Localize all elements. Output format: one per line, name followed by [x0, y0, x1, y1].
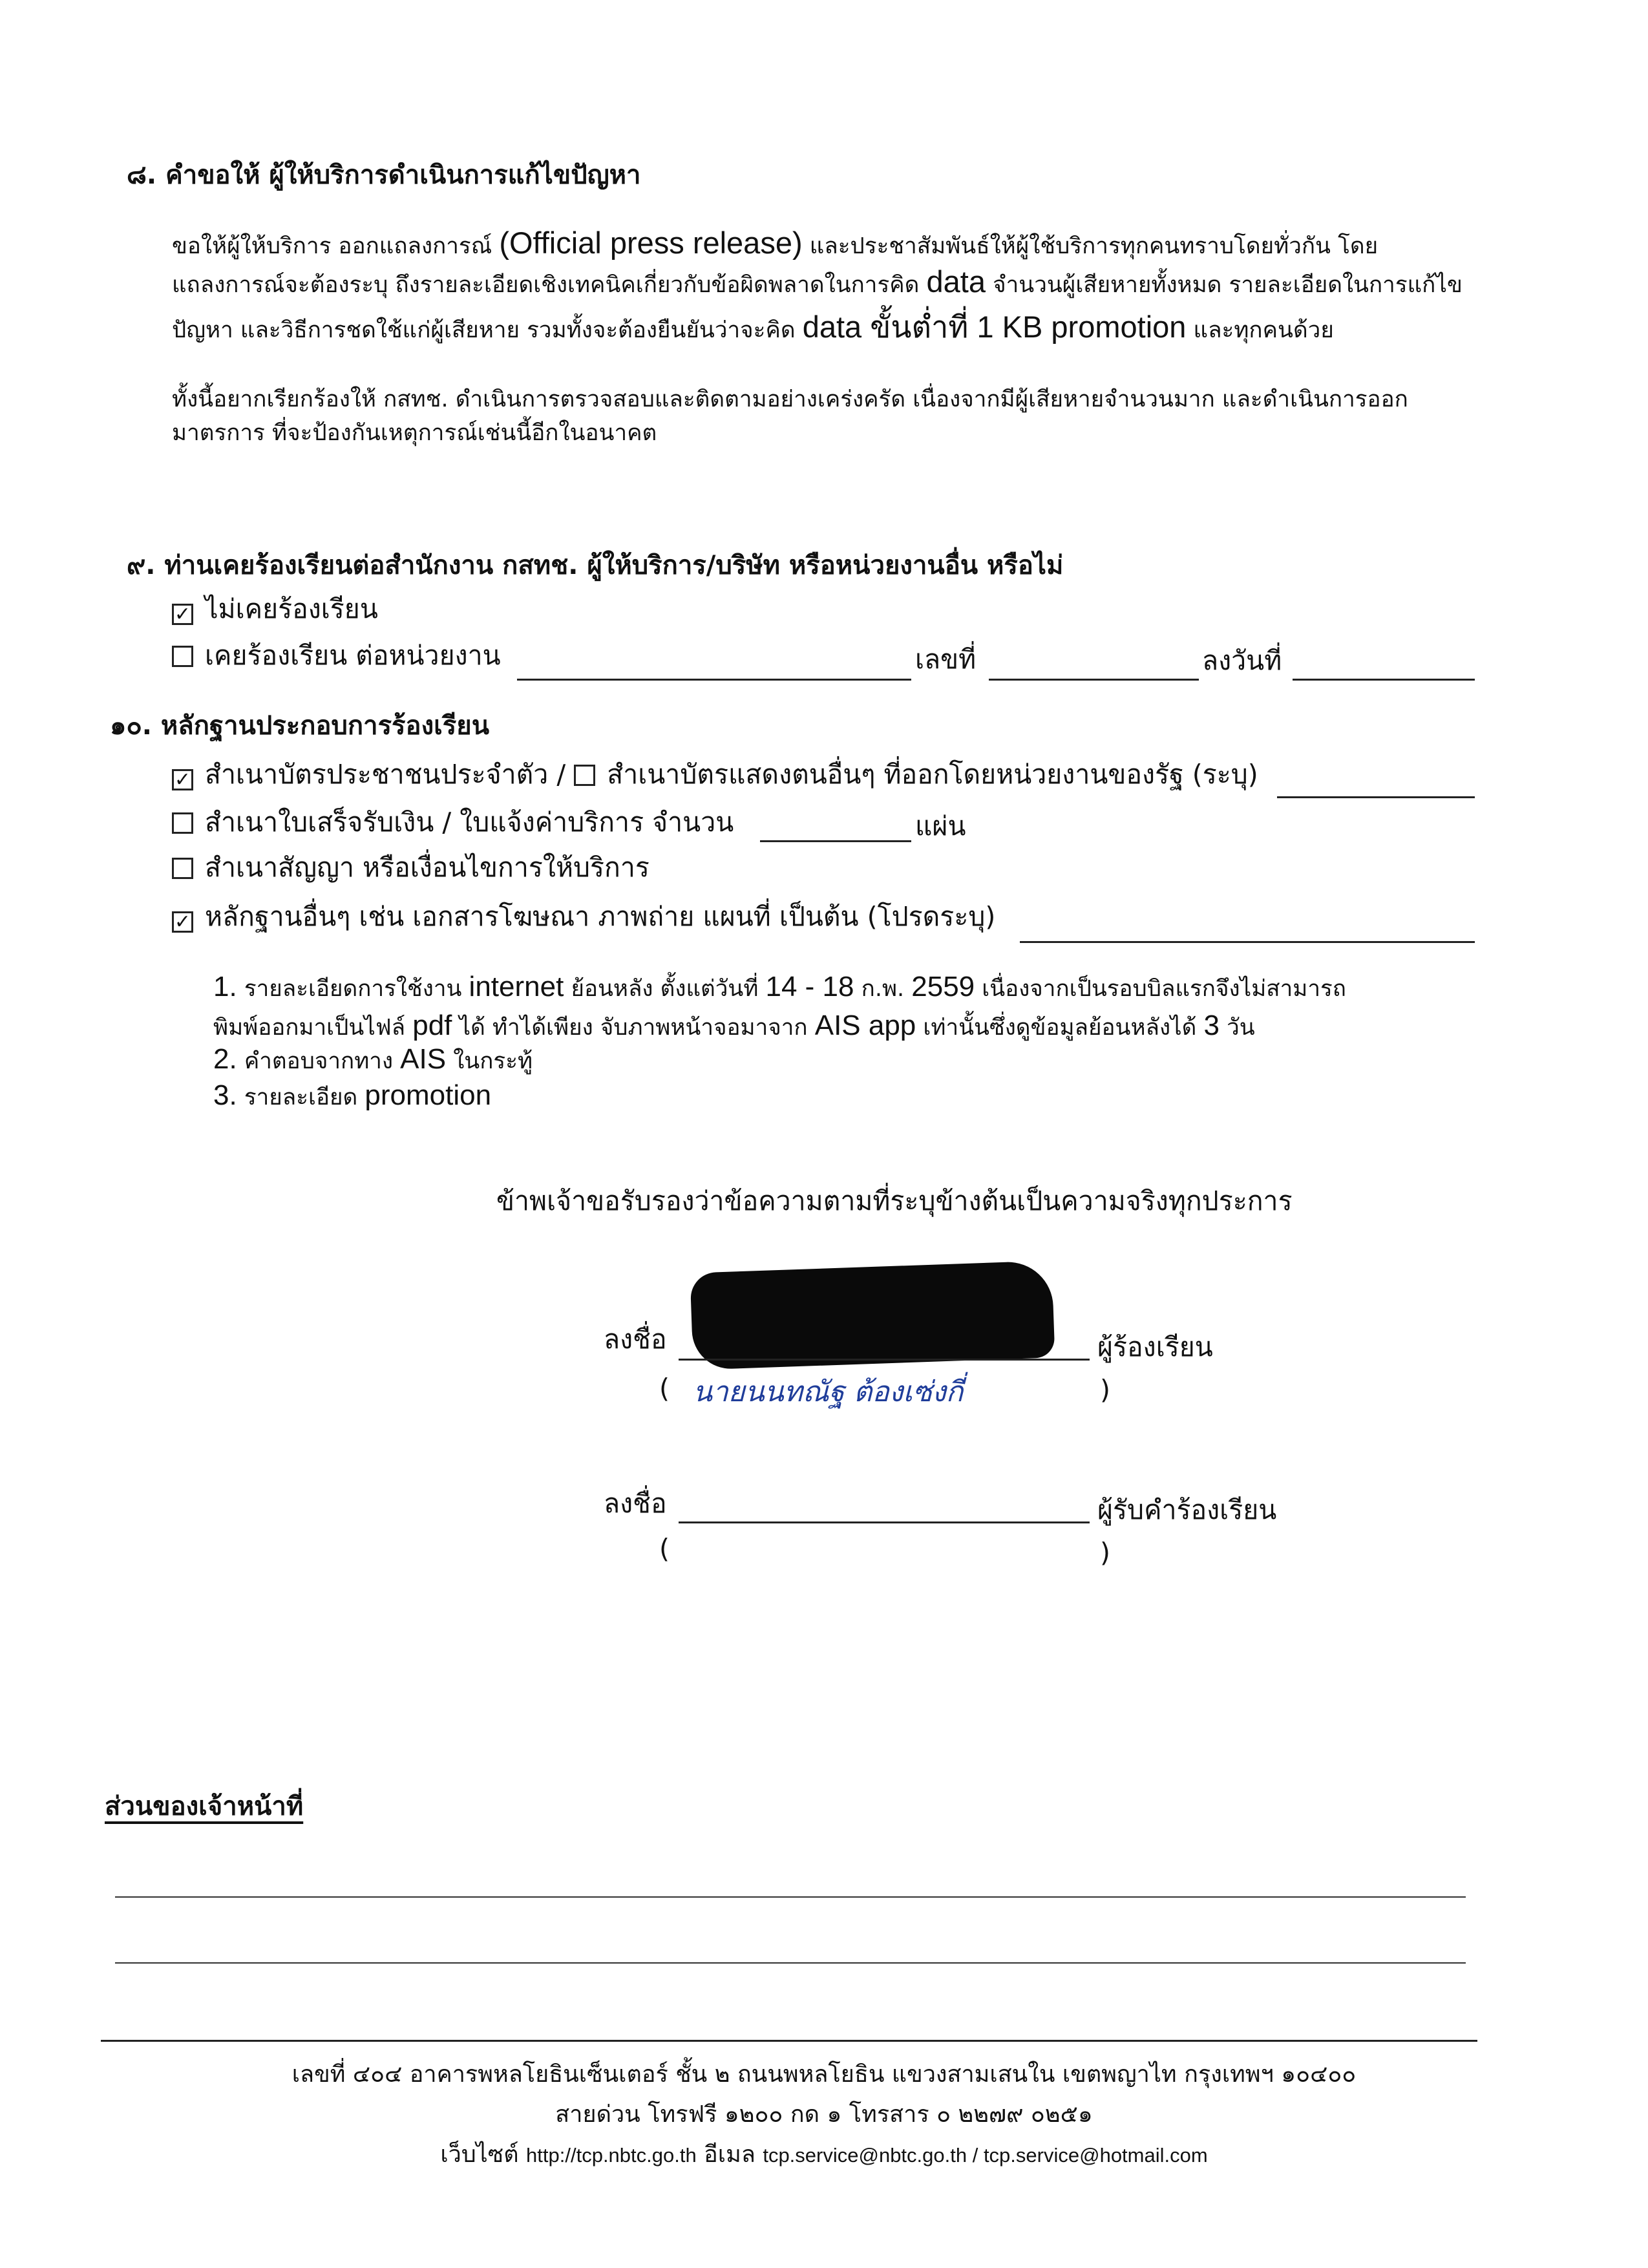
- checkbox-checked[interactable]: ✓: [172, 769, 193, 790]
- evidence-note-1-line-2: [213, 1010, 1255, 1045]
- option-label: หลักฐานอื่นๆ เช่น เอกสารโฆษณา ภาพถ่าย แผนที่ เป็นต้น (โปรดระบุ): [205, 901, 996, 932]
- section-8-paragraph-2-line-1: ทั้งนี้อยากเรียกร้องให้ กสทช. ดำเนินการตรวจสอบและติดตามอย่างเคร่งครัด เนื่องจากมีผู้เสียหายจำนวนมาก และดำเนินการออก: [172, 387, 1408, 412]
- redacted-signature: [690, 1260, 1055, 1370]
- text-latin: AIS app: [814, 1010, 916, 1041]
- checkbox-unchecked[interactable]: [172, 858, 193, 879]
- text: รายละเอียด: [237, 1085, 365, 1110]
- text: แถลงการณ์จะต้องระบุ ถึงรายละเอียดเชิงเทคนิคเกี่ยวกับข้อผิดพลาดในการคิด: [172, 272, 927, 298]
- section-8-paragraph-line-2: [172, 264, 1463, 302]
- text: ปัญหา และวิธีการชดใช้แก่ผู้เสียหาย รวมทั้งจะต้องยืนยันว่าจะคิด: [172, 317, 803, 343]
- date-blank-line[interactable]: [1293, 679, 1475, 681]
- text-latin: 3: [1203, 1010, 1220, 1041]
- text: และทุกคนด้วย: [1186, 317, 1334, 343]
- text-latin: 2.: [213, 1043, 237, 1075]
- signature-label-complainant: ลงชื่อ: [604, 1324, 667, 1355]
- section-10-heading: ๑๐. หลักฐานประกอบการร้องเรียน: [110, 711, 490, 741]
- option-label: ไม่เคยร้องเรียน: [205, 593, 378, 624]
- text-latin: AIS: [400, 1043, 447, 1075]
- option-label: สำเนาบัตรแสดงตนอื่นๆ ที่ออกโดยหน่วยงานของรัฐ (ระบุ): [607, 759, 1258, 790]
- evidence-note-1-line-1: [213, 971, 1346, 1006]
- checkbox-unchecked[interactable]: [172, 812, 193, 834]
- officer-note-line-1[interactable]: [115, 1896, 1466, 1898]
- option-label: สำเนาใบเสร็จรับเงิน / ใบแจ้งค่าบริการ จำนวน: [205, 807, 734, 838]
- text: รายละเอียดการใช้งาน: [237, 976, 469, 1002]
- section-8-paragraph-line-1: [172, 225, 1378, 264]
- text-latin: 2559: [911, 971, 975, 1002]
- text-latin: 14 - 18: [765, 971, 854, 1002]
- section-9-heading: ๙. ท่านเคยร้องเรียนต่อสำนักงาน กสทช. ผู้ให้บริการ/บริษัท หรือหน่วยงานอื่น หรือไม่: [127, 551, 1064, 580]
- evidence-id-card[interactable]: [172, 754, 1258, 796]
- text: ในกระทู้: [446, 1048, 533, 1074]
- option-label: สำเนาบัตรประชาชนประจำตัว /: [205, 759, 575, 790]
- text: คำตอบจากทาง: [237, 1048, 401, 1074]
- number-label: เลขที่: [915, 644, 977, 675]
- text-latin: 3.: [213, 1079, 237, 1111]
- option-never-complained[interactable]: [172, 588, 378, 630]
- section-8-heading: ๘. คำขอให้ ผู้ให้บริการดำเนินการแก้ไขปัญหา: [127, 160, 641, 190]
- text-latin: promotion: [364, 1079, 492, 1111]
- checkbox-unchecked[interactable]: [172, 646, 193, 667]
- website-label: เว็บไซต์: [440, 2141, 527, 2168]
- checkbox-unchecked[interactable]: [574, 765, 595, 786]
- text: ขอให้ผู้ให้บริการ ออกแถลงการณ์: [172, 233, 500, 259]
- option-label: เคยร้องเรียน ต่อหน่วยงาน: [205, 640, 501, 671]
- checkbox-checked[interactable]: ✓: [172, 604, 193, 625]
- officer-section-heading: ส่วนของเจ้าหน้าที่: [105, 1792, 304, 1821]
- signature-label-receiver: ลงชื่อ: [604, 1488, 667, 1519]
- text-latin: 1.: [213, 971, 237, 1002]
- footer-hotline: สายด่วน โทรฟรี ๑๒๐๐ กด ๑ โทรสาร ๐ ๒๒๗๙ ๐๒๕๑: [555, 2101, 1093, 2128]
- receiver-close-paren: ): [1100, 1537, 1110, 1568]
- text-latin: data: [926, 264, 986, 299]
- text-latin: data ขั้นต่ำที่ 1 KB promotion: [802, 310, 1187, 344]
- section-8-paragraph-line-3: [172, 302, 1334, 351]
- evidence-receipt[interactable]: [172, 801, 734, 843]
- option-complained-before[interactable]: [172, 635, 501, 677]
- text-latin: internet: [469, 971, 564, 1002]
- sheets-label: แผ่น: [915, 811, 966, 842]
- text: เนื่องจากเป็นรอบบิลแรกจึงไม่สามารถ: [975, 976, 1346, 1002]
- text-latin: (Official press release): [499, 226, 803, 260]
- section-8-paragraph-2-line-2: มาตรการ ที่จะป้องกันเหตุการณ์เช่นนี้อีกในอนาคต: [172, 420, 657, 446]
- officer-note-line-2[interactable]: [115, 1962, 1466, 1964]
- evidence-note-3: [213, 1079, 491, 1115]
- email-label: อีเมล: [696, 2141, 763, 2168]
- other-evidence-blank-line[interactable]: [1020, 941, 1475, 943]
- text: และประชาสัมพันธ์ให้ผู้ใช้บริการทุกคนทราบโดยทั่วกัน โดย: [802, 233, 1379, 259]
- name-open-paren: (: [659, 1373, 670, 1404]
- footer-divider: [101, 2040, 1477, 2042]
- handwritten-name: นายนนทณัฐ ต้องเซ่งกี่: [693, 1375, 964, 1408]
- receiver-role: ผู้รับคำร้องเรียน: [1097, 1494, 1277, 1525]
- footer-contacts: [0, 2136, 1648, 2172]
- text: ย้อนหลัง ตั้งแต่วันที่: [564, 976, 766, 1002]
- website-link[interactable]: http://tcp.nbtc.go.th: [526, 2144, 697, 2167]
- receiver-open-paren: (: [659, 1533, 670, 1564]
- text: จำนวนผู้เสียหายทั้งหมด รายละเอียดในการแก้ไข: [986, 272, 1463, 298]
- checkbox-checked[interactable]: ✓: [172, 911, 193, 933]
- text-latin: pdf: [412, 1010, 452, 1041]
- text: พิมพ์ออกมาเป็นไฟล์: [213, 1015, 413, 1041]
- footer-address: เลขที่ ๔๐๔ อาคารพหลโยธินเซ็นเตอร์ ชั้น ๒ ถนนพหลโยธิน แขวงสามเสนใน เขตพญาไท กรุงเทพฯ ๑๐๔๐๐: [291, 2061, 1357, 2088]
- signature-line-receiver[interactable]: [679, 1521, 1090, 1523]
- certification-statement: ข้าพเจ้าขอรับรองว่าข้อความตามที่ระบุข้างต้นเป็นความจริงทุกประการ: [496, 1185, 1293, 1216]
- text: เท่านั้นซึ่งดูข้อมูลย้อนหลังได้: [916, 1015, 1204, 1041]
- email-link[interactable]: tcp.service@nbtc.go.th / tcp.service@hotmail.com: [763, 2144, 1208, 2167]
- option-label: สำเนาสัญญา หรือเงื่อนไขการให้บริการ: [205, 852, 650, 883]
- evidence-other[interactable]: [172, 896, 995, 938]
- other-id-blank-line[interactable]: [1277, 796, 1475, 798]
- signature-line-complainant[interactable]: [679, 1359, 1090, 1361]
- evidence-contract[interactable]: [172, 847, 650, 889]
- agency-blank-line[interactable]: [517, 679, 911, 681]
- date-label: ลงวันที่: [1202, 645, 1282, 676]
- sheets-blank-line[interactable]: [760, 840, 911, 842]
- name-close-paren: ): [1100, 1374, 1110, 1405]
- text: วัน: [1220, 1015, 1255, 1041]
- number-blank-line[interactable]: [989, 679, 1199, 681]
- evidence-note-2: [213, 1043, 533, 1079]
- complainant-role: ผู้ร้องเรียน: [1097, 1331, 1213, 1362]
- text: ได้ ทำได้เพียง จับภาพหน้าจอมาจาก: [452, 1015, 815, 1041]
- text: ก.พ.: [854, 976, 912, 1002]
